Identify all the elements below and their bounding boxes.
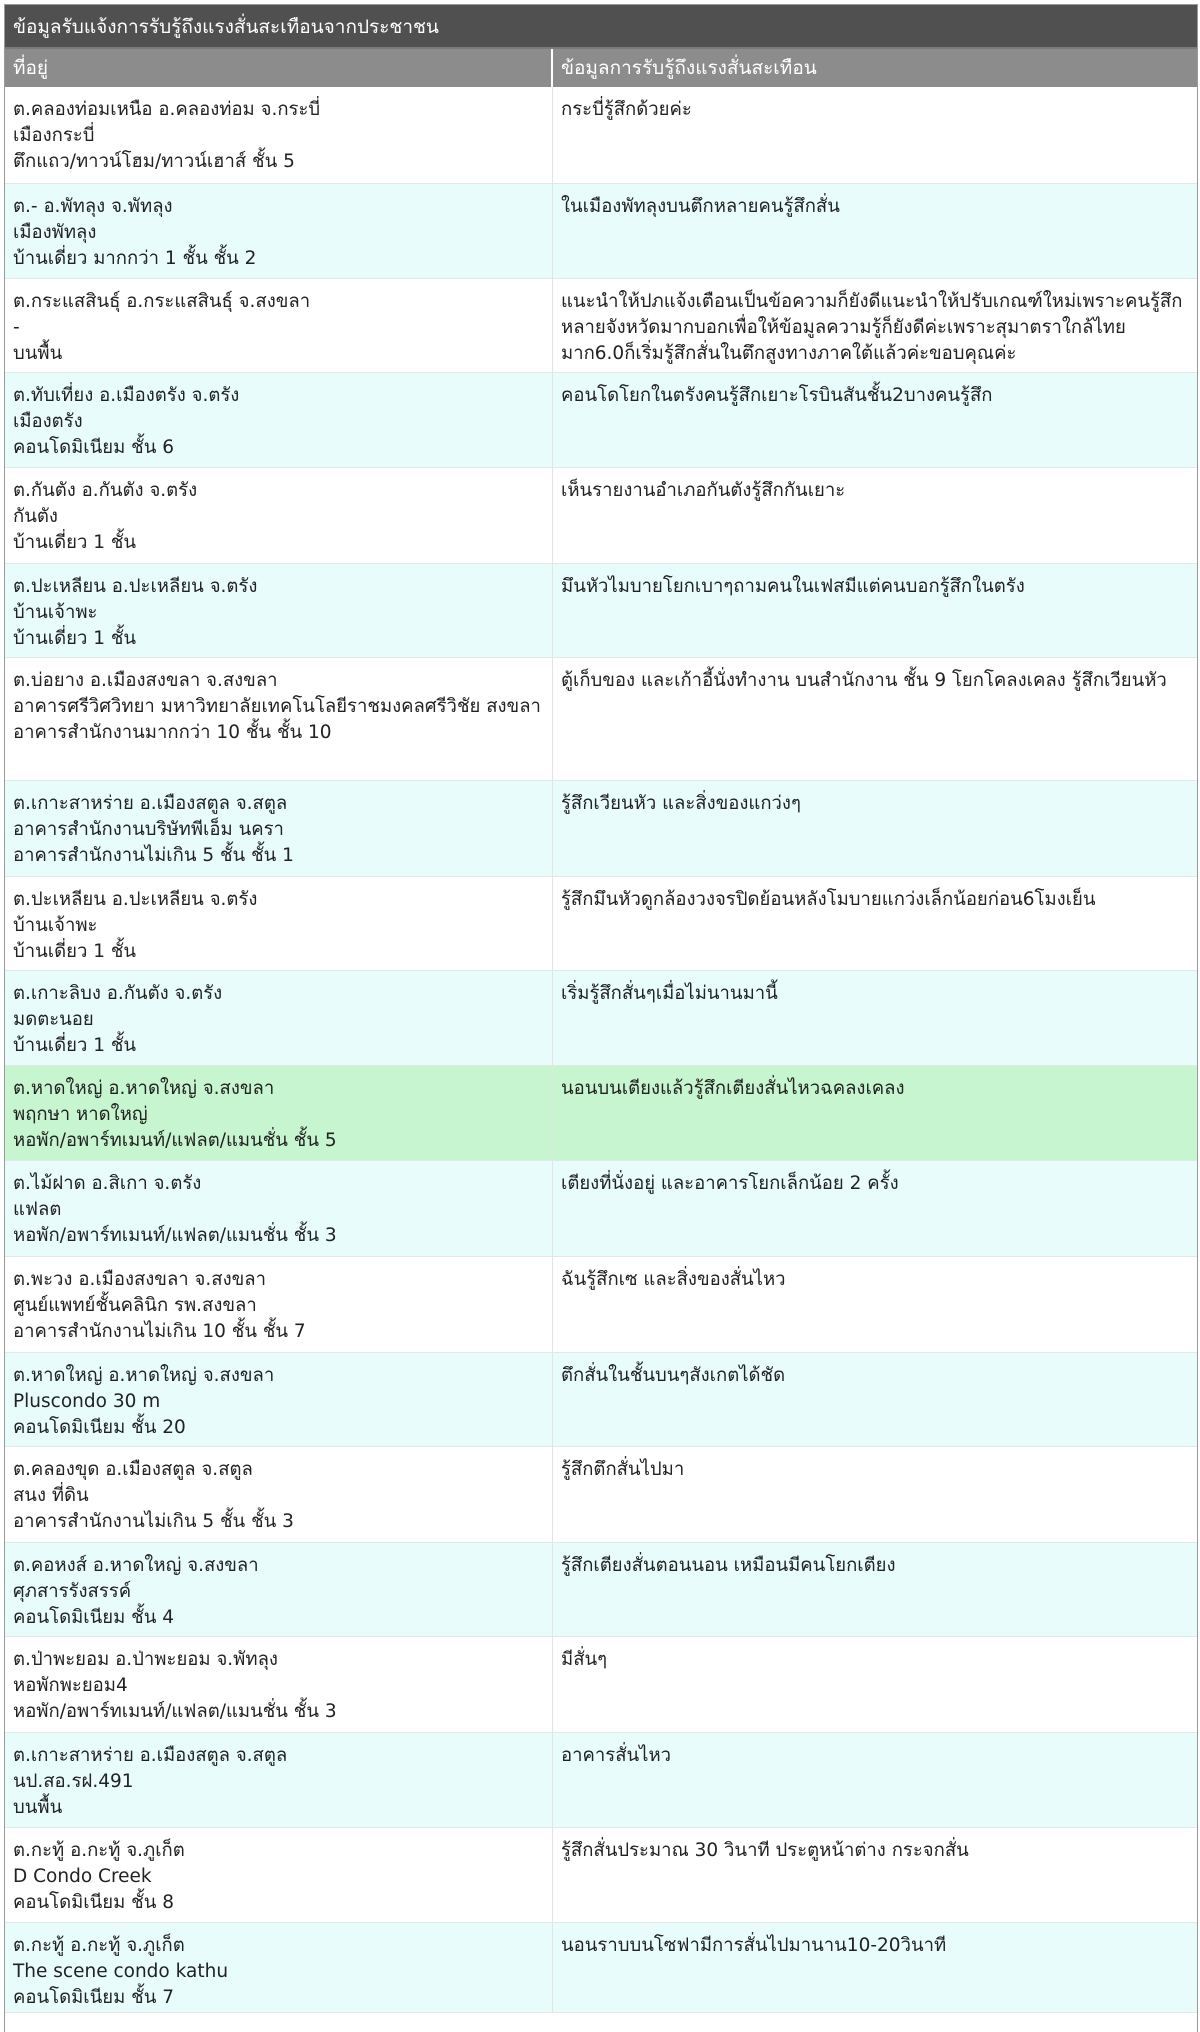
location-cell <box>5 373 553 467</box>
location-district: ต.เกาะลิบง อ.กันตัง จ.ตรัง <box>13 983 223 1004</box>
report-cell: ตึกสั่นในชั้นบนๆสังเกตได้ชัด <box>561 1365 786 1386</box>
table-row[interactable] <box>5 279 1197 373</box>
location-district: ต.กะทู้ อ.กะทู้ จ.ภูเก็ต <box>13 1840 185 1861</box>
location-district: ต.ปะเหลียน อ.ปะเหลียน จ.ตรัง <box>13 889 258 910</box>
table-row[interactable] <box>5 971 1197 1066</box>
location-building: คอนโดมิเนียม ชั้น 20 <box>13 1417 186 1438</box>
location-district: ต.คอหงส์ อ.หาดใหญ่ จ.สงขลา <box>13 1555 259 1576</box>
report-cell: เห็นรายงานอำเภอกันตังรู้สึกกันเยาะ <box>561 480 846 501</box>
location-cell <box>5 1447 553 1542</box>
location-place: สนง ที่ดิน <box>13 1485 89 1506</box>
table-row[interactable] <box>5 1447 1197 1543</box>
report-cell: ในเมืองพัทลุงบนตึกหลายคนรู้สึกสั่น <box>561 196 840 217</box>
location-cell <box>5 781 553 876</box>
table-header <box>5 49 1197 87</box>
location-building: อาคารสำนักงานไม่เกิน 5 ชั้น ชั้น 3 <box>13 1511 294 1532</box>
report-cell: รู้สึกตึกสั่นไปมา <box>561 1459 685 1480</box>
location-building: บ้านเดี่ยว 1 ชั้น <box>13 941 137 962</box>
report-cell: ตู้เก็บของ และเก้าอี้นั่งทำงาน บนสำนักงาน ชั้น 9 โยกโคลงเคลง รู้สึกเวียนหัว <box>561 670 1167 691</box>
table-row[interactable] <box>5 373 1197 468</box>
location-district: ต.ป่าพะยอม อ.ป่าพะยอม จ.พัทลุง <box>13 1649 278 1670</box>
location-building: คอนโดมิเนียม ชั้น 4 <box>13 1607 175 1628</box>
location-cell <box>5 1353 553 1446</box>
table-row[interactable] <box>5 877 1197 971</box>
table-row[interactable] <box>5 781 1197 877</box>
location-district: ต.หาดใหญ่ อ.หาดใหญ่ จ.สงขลา <box>13 1078 275 1099</box>
location-place: บ้านเจ้าพะ <box>13 915 98 936</box>
location-place: เมืองตรัง <box>13 411 83 432</box>
table-row[interactable] <box>5 1733 1197 1828</box>
table-row[interactable] <box>5 1828 1197 1923</box>
table-row[interactable] <box>5 468 1197 564</box>
location-place: Pluscondo 30 m <box>13 1391 161 1412</box>
location-cell <box>5 1066 553 1160</box>
location-place: กันตัง <box>13 506 58 527</box>
location-place: บ้านเจ้าพะ <box>13 602 98 623</box>
location-building: บ้านเดี่ยว 1 ชั้น <box>13 532 137 553</box>
header-location[interactable]: ที่อยู่ <box>5 49 553 87</box>
location-place: แฟลต <box>13 1199 62 1220</box>
location-cell <box>5 468 553 563</box>
location-place: - <box>13 317 20 338</box>
location-place: นป.สอ.รฝ.491 <box>13 1771 134 1792</box>
report-cell: รู้สึกเวียนหัว และสิ่งของแกว่งๆ <box>561 793 801 814</box>
table-row[interactable] <box>5 564 1197 658</box>
location-building: หอพัก/อพาร์ทเมนท์/แฟลต/แมนชั่น ชั้น 3 <box>13 1225 337 1246</box>
location-district: ต.- อ.พัทลุง จ.พัทลุง <box>13 196 173 217</box>
table-row[interactable] <box>5 658 1197 781</box>
location-building: อาคารสำนักงานไม่เกิน 10 ชั้น ชั้น 7 <box>13 1321 306 1342</box>
location-district: ต.กันตัง อ.กันตัง จ.ตรัง <box>13 480 198 501</box>
location-cell <box>5 1161 553 1256</box>
table-row[interactable] <box>5 1066 1197 1161</box>
table-body <box>5 87 1197 2013</box>
location-cell <box>5 279 553 372</box>
location-cell <box>5 1543 553 1636</box>
location-place: อาคารศรีวิศวิทยา มหาวิทยาลัยเทคโนโลยีราชมงคลศรีวิชัย สงขลา <box>13 696 541 717</box>
location-district: ต.เกาะสาหร่าย อ.เมืองสตูล จ.สตูล <box>13 1745 288 1766</box>
location-place: เมืองพัทลุง <box>13 222 97 243</box>
report-cell: นอนราบบนโซฟามีการสั่นไปมานาน10-20วินาที <box>561 1935 947 1956</box>
location-district: ต.หาดใหญ่ อ.หาดใหญ่ จ.สงขลา <box>13 1365 275 1386</box>
report-cell: รู้สึกมึนหัวดูกล้องวงจรปิดย้อนหลังโมบายแกว่งเล็กน้อยก่อน6โมงเย็น <box>561 889 1096 910</box>
location-place: D Condo Creek <box>13 1866 152 1887</box>
location-building: อาคารสำนักงานไม่เกิน 5 ชั้น ชั้น 1 <box>13 845 294 866</box>
report-cell: ฉันรู้สึกเซ และสิ่งของสั่นไหว <box>561 1269 786 1290</box>
location-district: ต.พะวง อ.เมืองสงขลา จ.สงขลา <box>13 1269 266 1290</box>
report-cell: อาคารสั่นไหว <box>561 1745 672 1766</box>
location-cell <box>5 1637 553 1732</box>
table-row[interactable] <box>5 184 1197 279</box>
location-cell <box>5 877 553 970</box>
location-place: ศุภสารรังสรรค์ <box>13 1581 132 1602</box>
table-row[interactable] <box>5 1543 1197 1637</box>
report-cell: กระบี่รู้สึกด้วยค่ะ <box>561 99 692 120</box>
location-building: ตึกแถว/ทาวน์โฮม/ทาวน์เฮาส์ ชั้น 5 <box>13 151 295 172</box>
location-district: ต.ไม้ฝาด อ.สิเกา จ.ตรัง <box>13 1173 202 1194</box>
report-cell: คอนโดโยกในตรังคนรู้สึกเยาะโรบินสันชั้น2บางคนรู้สึก <box>561 385 993 406</box>
location-cell <box>5 1733 553 1827</box>
table-row[interactable] <box>5 87 1197 184</box>
location-district: ต.คลองท่อมเหนือ อ.คลองท่อม จ.กระบี่ <box>13 99 321 120</box>
location-place: ศูนย์แพทย์ชั้นคลินิก รพ.สงขลา <box>13 1295 257 1316</box>
location-place: มดตะนอย <box>13 1009 94 1030</box>
table-row[interactable] <box>5 1257 1197 1353</box>
report-cell: มึนหัวไมบายโยกเบาๆถามคนในเฟสมีแต่คนบอกรู้สึกในตรัง <box>561 576 1025 597</box>
location-cell <box>5 1828 553 1922</box>
report-table <box>4 4 1198 2032</box>
location-place: พฤกษา หาดใหญ่ <box>13 1104 148 1125</box>
location-cell <box>5 1257 553 1352</box>
location-cell <box>5 658 553 780</box>
location-building: คอนโดมิเนียม ชั้น 7 <box>13 1987 175 2008</box>
report-cell: รู้สึกสั่นประมาณ 30 วินาที ประตูหน้าต่าง กระจกสั่น <box>561 1840 969 1861</box>
report-cell: นอนบนเตียงแล้วรู้สึกเตียงสั่นไหวฉคลงเคลง <box>561 1078 905 1099</box>
location-district: ต.กระแสสินธุ์ อ.กระแสสินธุ์ จ.สงขลา <box>13 291 311 312</box>
location-building: คอนโดมิเนียม ชั้น 8 <box>13 1892 175 1913</box>
report-cell: เริ่มรู้สึกสั่นๆเมื่อไม่นานมานี้ <box>561 983 778 1004</box>
table-row[interactable] <box>5 1353 1197 1447</box>
location-district: ต.บ่อยาง อ.เมืองสงขลา จ.สงขลา <box>13 670 278 691</box>
location-district: ต.ทับเที่ยง อ.เมืองตรัง จ.ตรัง <box>13 385 240 406</box>
location-district: ต.คลองขุด อ.เมืองสตูล จ.สตูล <box>13 1459 253 1480</box>
table-row[interactable] <box>5 1637 1197 1733</box>
location-building: บ้านเดี่ยว มากกว่า 1 ชั้น ชั้น 2 <box>13 248 257 269</box>
location-cell <box>5 1923 553 2012</box>
location-place: อาคารสำนักงานบริษัทพีเอ็ม นครา <box>13 819 284 840</box>
location-place: เมืองกระบี่ <box>13 125 95 146</box>
table-row[interactable] <box>5 1161 1197 1257</box>
location-district: ต.ปะเหลียน อ.ปะเหลียน จ.ตรัง <box>13 576 258 597</box>
location-district: ต.เกาะสาหร่าย อ.เมืองสตูล จ.สตูล <box>13 793 288 814</box>
location-district: ต.กะทู้ อ.กะทู้ จ.ภูเก็ต <box>13 1935 185 1956</box>
location-cell <box>5 564 553 657</box>
location-cell <box>5 87 553 183</box>
table-title: ข้อมูลรับแจ้งการรับรู้ถึงแรงสั่นสะเทือนจากประชาชน <box>5 5 1197 49</box>
location-building: คอนโดมิเนียม ชั้น 6 <box>13 437 175 458</box>
report-cell: มีสั่นๆ <box>561 1649 608 1670</box>
location-building: บนพื้น <box>13 343 63 364</box>
location-cell <box>5 184 553 278</box>
table-row[interactable] <box>5 1923 1197 2013</box>
location-building: หอพัก/อพาร์ทเมนท์/แฟลต/แมนชั่น ชั้น 3 <box>13 1701 337 1722</box>
location-building: บ้านเดี่ยว 1 ชั้น <box>13 628 137 649</box>
location-building: บนพื้น <box>13 1797 63 1818</box>
location-building: หอพัก/อพาร์ทเมนท์/แฟลต/แมนชั่น ชั้น 5 <box>13 1130 337 1151</box>
report-cell: รู้สึกเตียงสั่นตอนนอน เหมือนมีคนโยกเตียง <box>561 1555 896 1576</box>
location-place: หอพักพะยอม4 <box>13 1675 128 1696</box>
header-report[interactable]: ข้อมูลการรับรู้ถึงแรงสั่นสะเทือน <box>561 57 817 79</box>
location-building: บ้านเดี่ยว 1 ชั้น <box>13 1035 137 1056</box>
report-cell: เตียงที่นั่งอยู่ และอาคารโยกเล็กน้อย 2 ครั้ง <box>561 1173 899 1194</box>
location-cell <box>5 971 553 1065</box>
location-place: The scene condo kathu <box>13 1961 229 1982</box>
location-building: อาคารสำนักงานมากกว่า 10 ชั้น ชั้น 10 <box>13 722 332 743</box>
report-cell: แนะนำให้ปภแจ้งเตือนเป็นข้อความก็ยังดีแนะนำให้ปรับเกณฑ์ใหม่เพราะคนรู้สึกหลายจังหวัดมากบอกเพื่อให้ข้อมูลความรู้ก็ยังดีค่ะเพราะสุมาตราใกล้ไทยมาก6.0ก็เริ่มรู้สึกสั่นในตึกสูงทางภาคใต้แล้วค่ะขอบคุณค่ะ <box>561 291 1183 364</box>
